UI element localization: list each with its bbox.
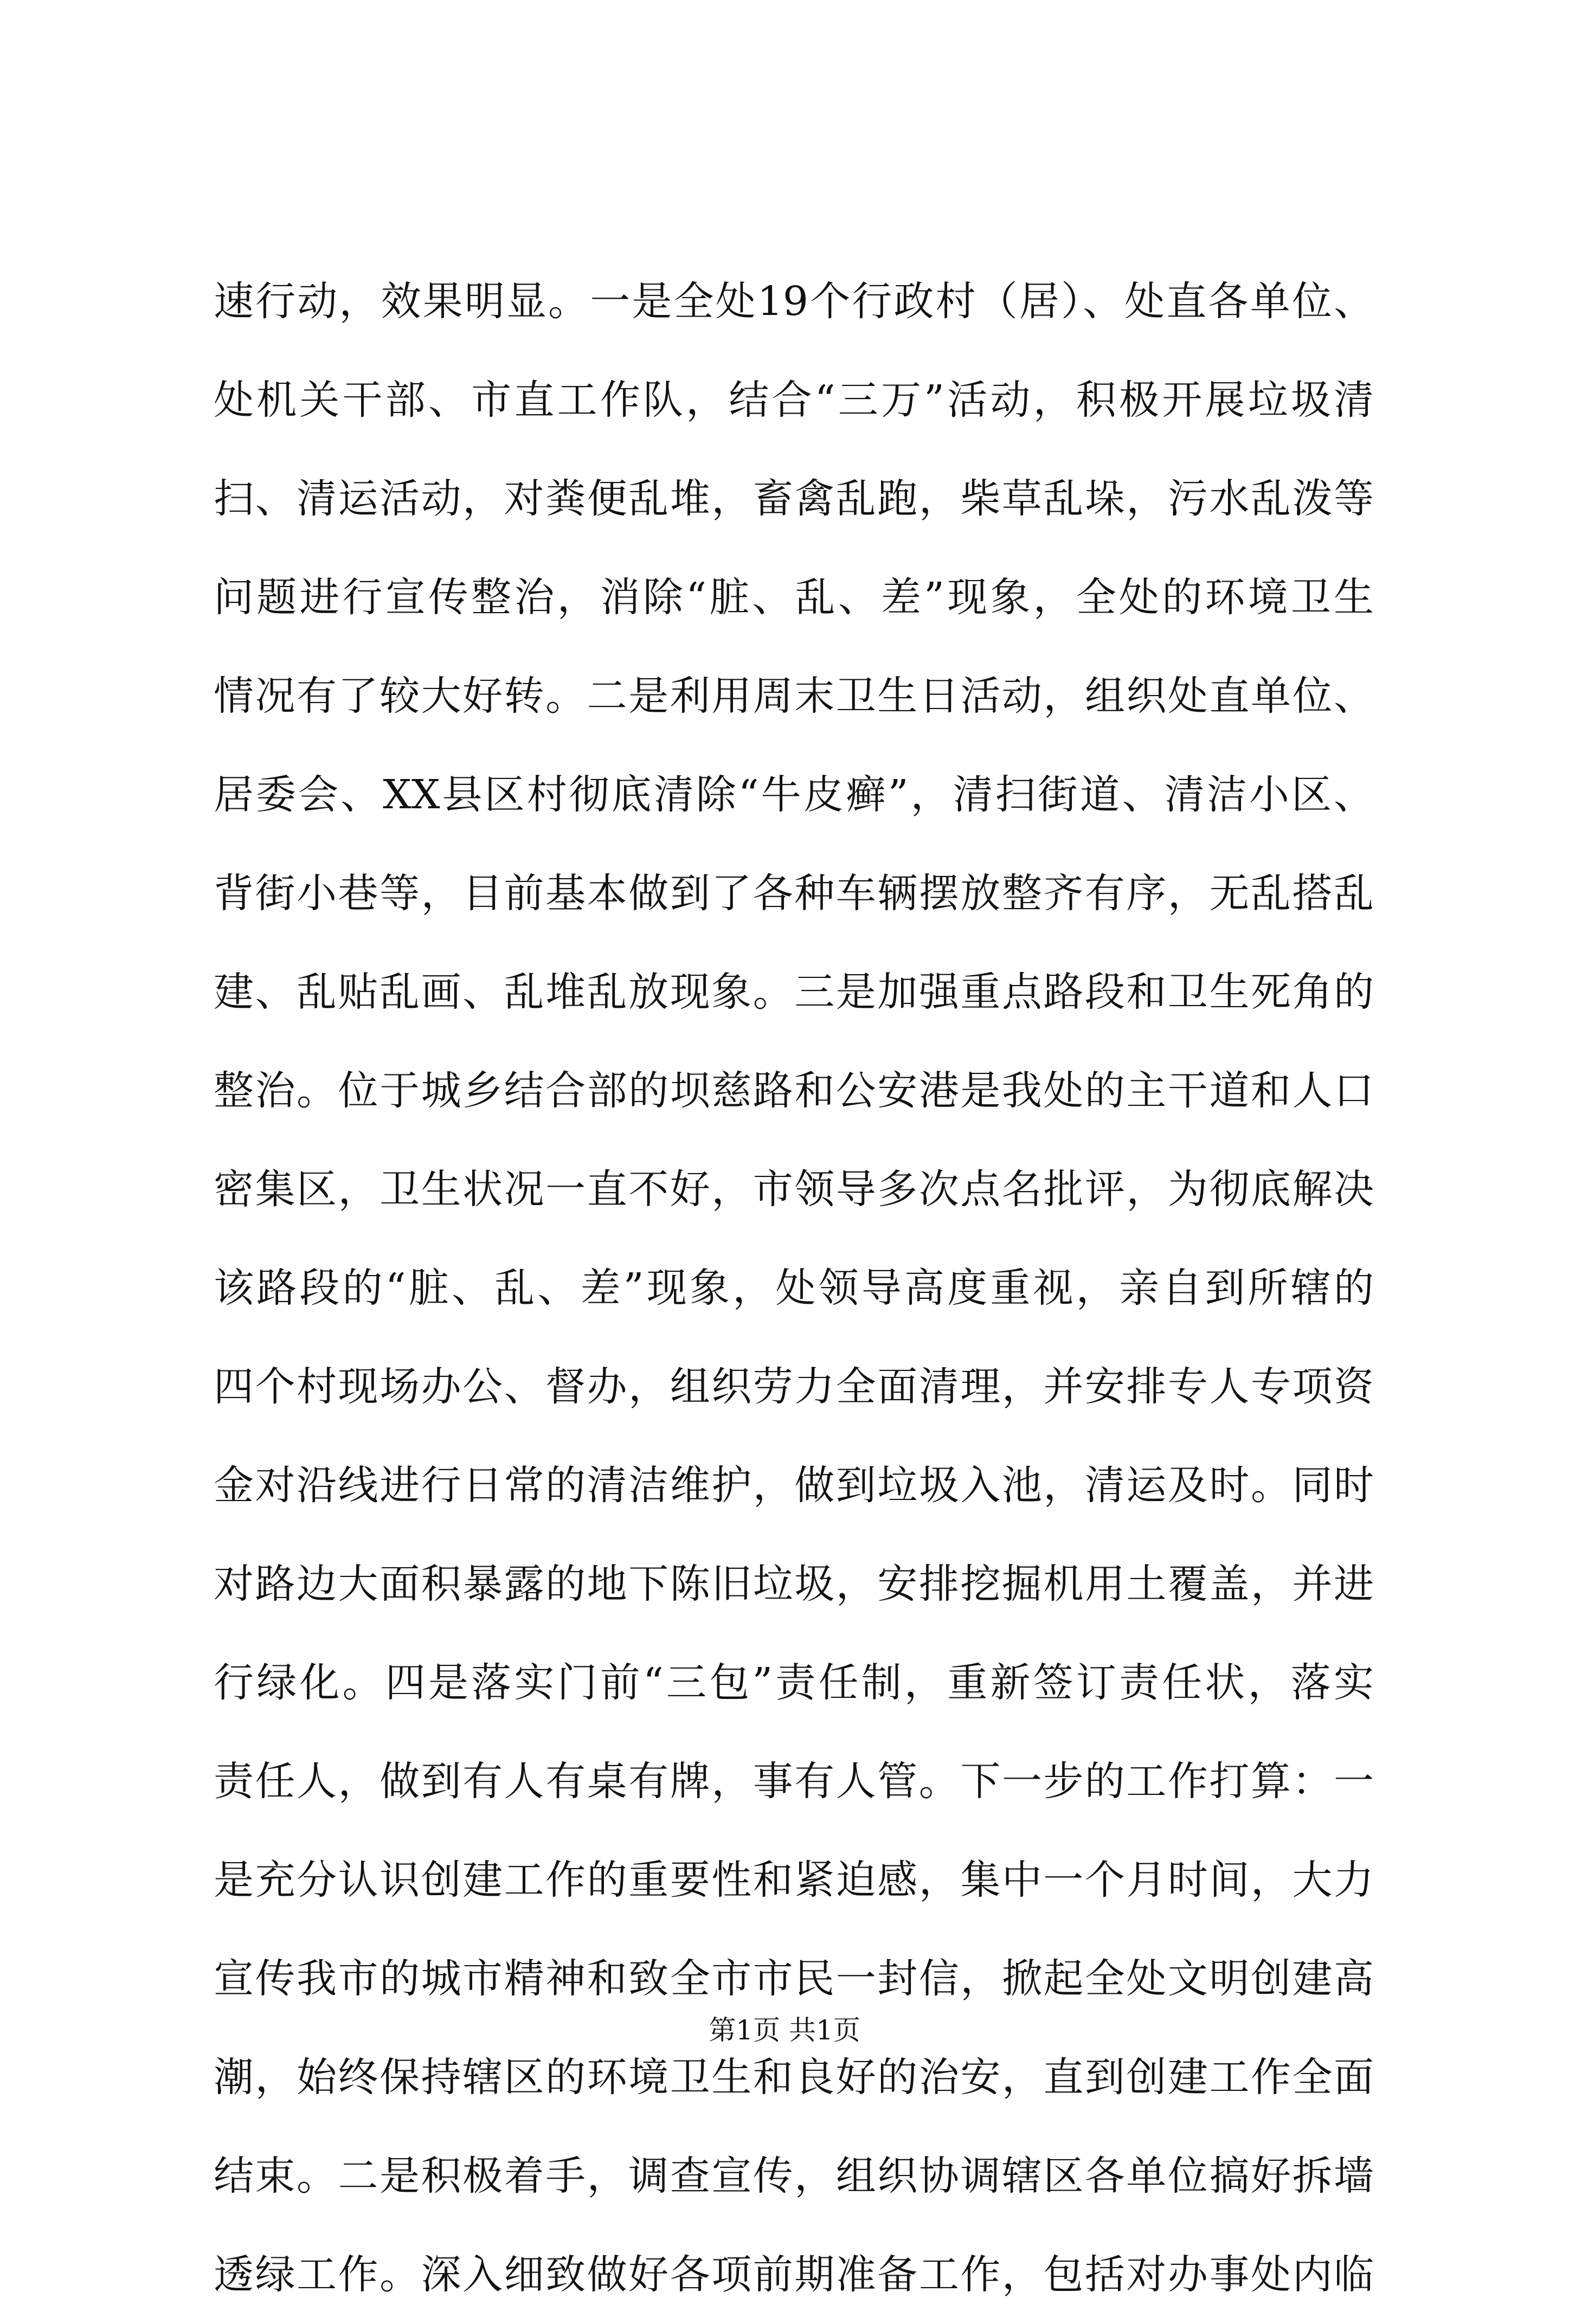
- text-line: 行绿化。四是落实门前“三包”责任制，重新签订责任状，落实: [214, 1659, 1374, 1706]
- text-line: 建、乱贴乱画、乱堆乱放现象。三是加强重点路段和卫生死角的: [214, 969, 1374, 1015]
- text-line: 问题进行宣传整治，消除“脏、乱、差”现象，全处的环境卫生: [214, 574, 1374, 621]
- text-line: 居委会、XX县区村彻底清除“牛皮癣”，清扫街道、清洁小区、: [214, 771, 1374, 818]
- text-line: 金对沿线进行日常的清洁维护，做到垃圾入池，清运及时。同时: [214, 1462, 1374, 1509]
- text-line: 扫、清运活动，对粪便乱堆，畜禽乱跑，柴草乱垛，污水乱泼等: [214, 475, 1374, 522]
- text-line: 情况有了较大好转。二是利用周末卫生日活动，组织处直单位、: [214, 673, 1374, 719]
- text-line: 宣传我市的城市精神和致全市市民一封信，掀起全处文明创建高: [214, 1955, 1374, 2002]
- text-line: 潮，始终保持辖区的环境卫生和良好的治安，直到创建工作全面: [214, 2054, 1374, 2101]
- text-line: 结束。二是积极着手，调查宣传，组织协调辖区各单位搞好拆墙: [214, 2153, 1374, 2199]
- text-line: 对路边大面积暴露的地下陈旧垃圾，安排挖掘机用土覆盖，并进: [214, 1561, 1374, 1607]
- text-line: 该路段的“脏、乱、差”现象，处领导高度重视，亲自到所辖的: [214, 1265, 1374, 1311]
- text-line: 整治。位于城乡结合部的坝慈路和公安港是我处的主干道和人口: [214, 1067, 1374, 1114]
- text-line: 是充分认识创建工作的重要性和紧迫感，集中一个月时间，大力: [214, 1857, 1374, 1903]
- text-line: 四个村现场办公、督办，组织劳力全面清理，并安排专人专项资: [214, 1363, 1374, 1410]
- text-line: 责任人，做到有人有桌有牌，事有人管。下一步的工作打算：一: [214, 1758, 1374, 1805]
- text-line: 透绿工作。深入细致做好各项前期准备工作，包括对办事处内临: [214, 2251, 1374, 2298]
- page-footer: [0, 2008, 1569, 2048]
- page-number-label: 第1页 共1页: [709, 2014, 860, 2046]
- text-line: 密集区，卫生状况一直不好，市领导多次点名批评，为彻底解决: [214, 1166, 1374, 1213]
- text-line: 处机关干部、市直工作队，结合“三万”活动，积极开展垃圾清: [214, 377, 1374, 423]
- text-line: 速行动，效果明显。一是全处19个行政村（居）、处直各单位、: [214, 278, 1374, 325]
- text-line: 背街小巷等，目前基本做到了各种车辆摆放整齐有序，无乱搭乱: [214, 870, 1374, 917]
